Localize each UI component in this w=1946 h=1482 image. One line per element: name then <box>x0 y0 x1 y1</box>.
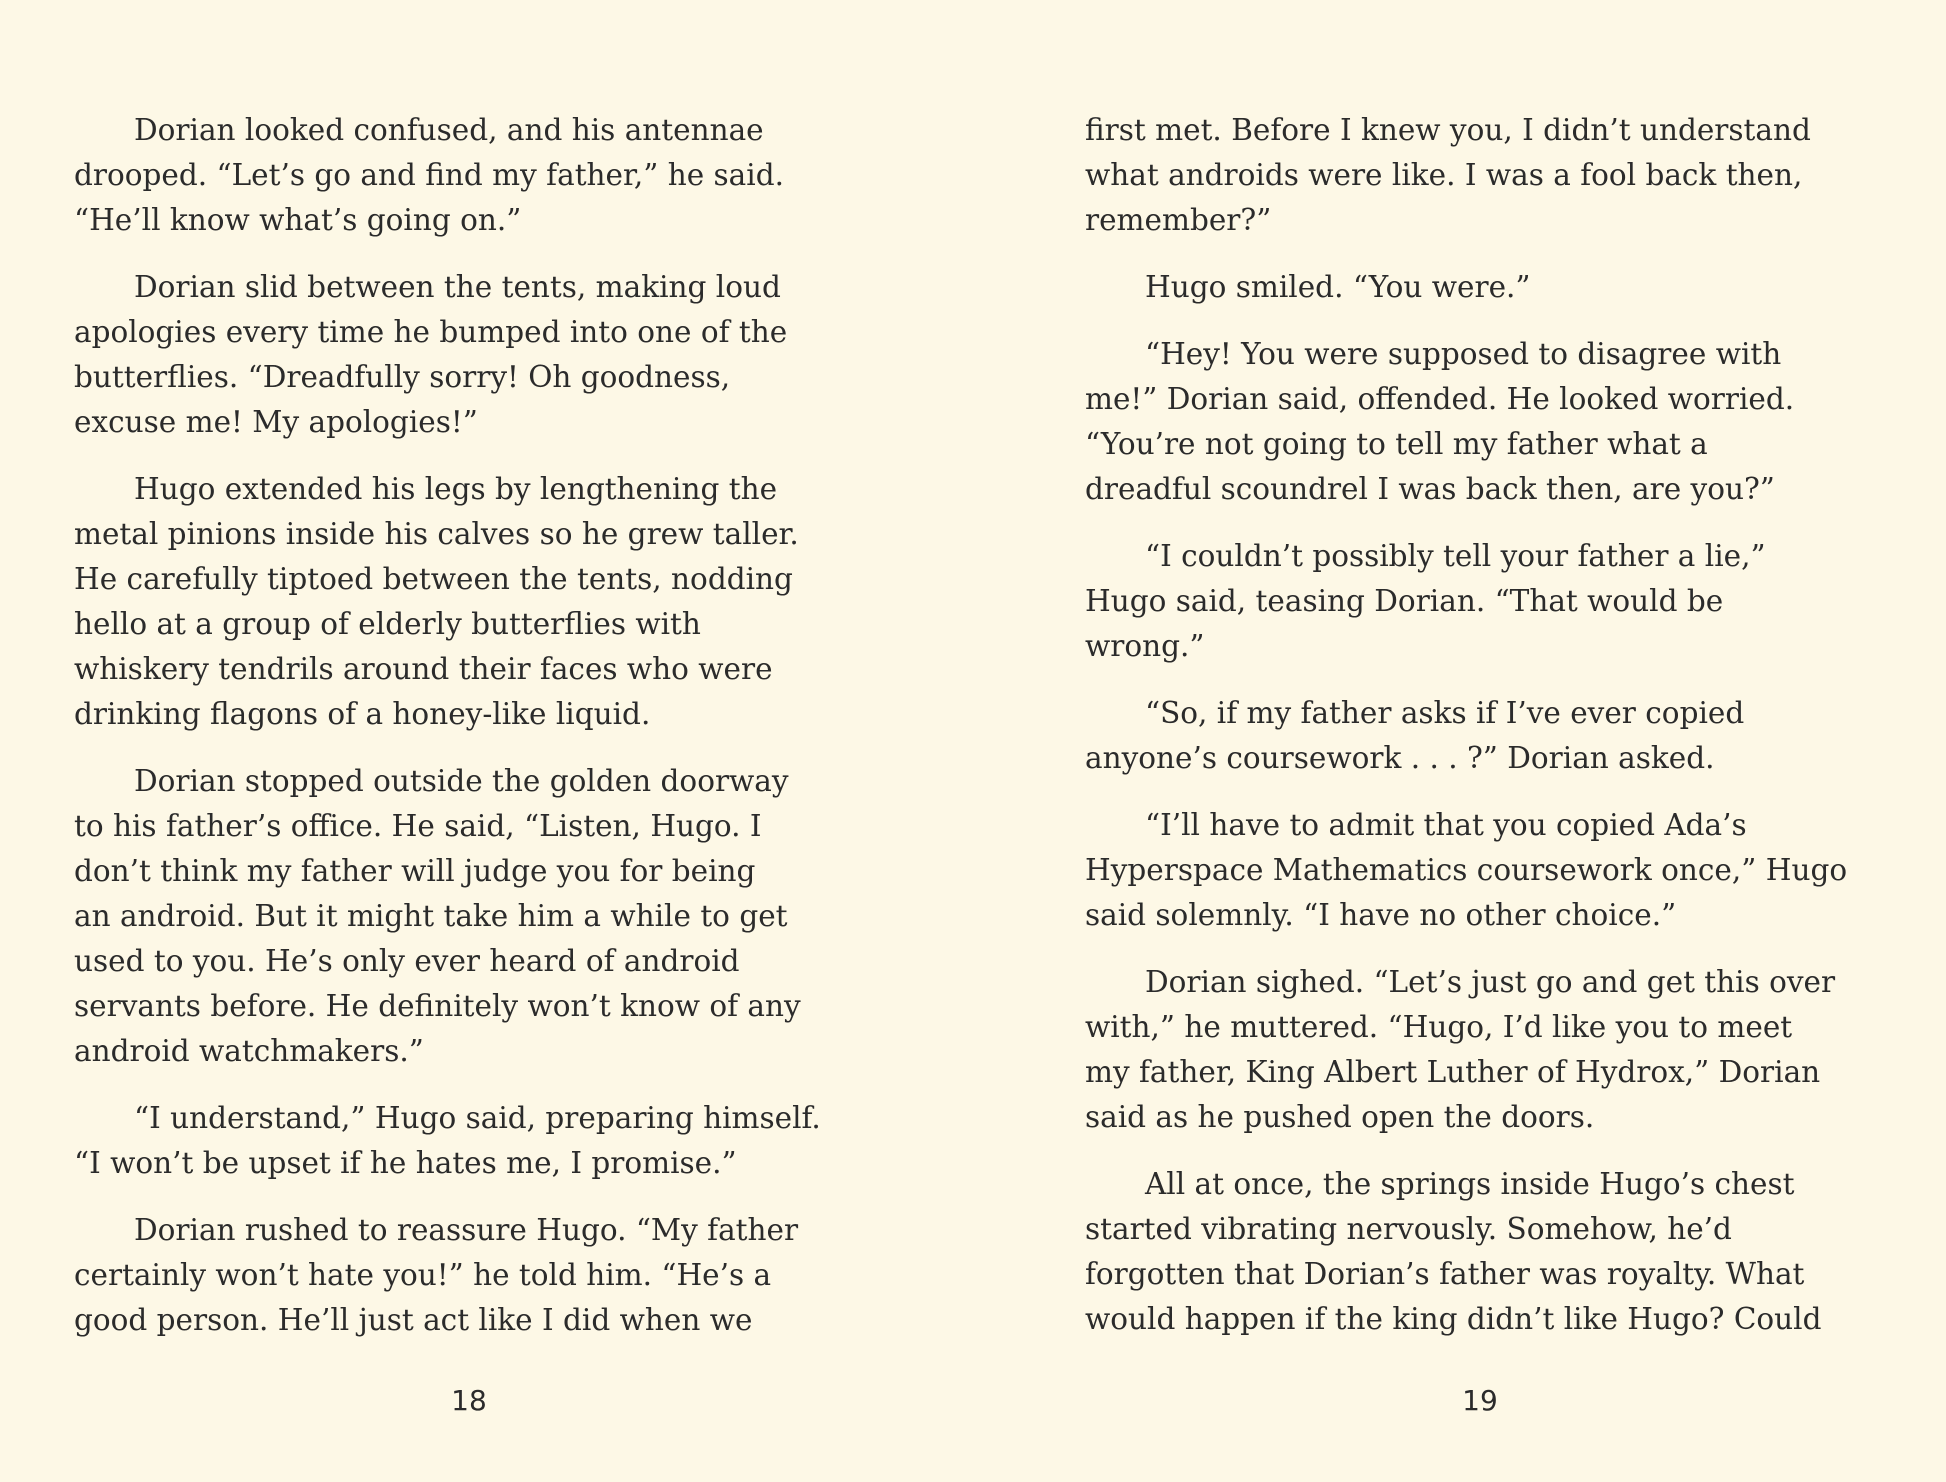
text-line: an android. But it might take him a while to get <box>74 899 788 933</box>
text-line: to his father’s office. He said, “Listen, Hugo. I <box>74 809 762 843</box>
text-line: anyone’s coursework . . . ?” Dorian asked. <box>1085 741 1715 775</box>
text-line: Dorian stopped outside the golden doorway <box>134 764 789 798</box>
text-line: He carefully tiptoed between the tents, nodding <box>74 562 793 596</box>
text-line: All at once, the springs inside Hugo’s chest <box>1145 1167 1795 1201</box>
page-number: 19 <box>1462 1384 1498 1417</box>
text-line: started vibrating nervously. Somehow, he’d <box>1085 1212 1732 1246</box>
text-line: “So, if my father asks if I’ve ever copied <box>1145 696 1745 730</box>
right-page <box>1085 108 1885 1364</box>
text-line: “I won’t be upset if he hates me, I promise.” <box>74 1146 737 1180</box>
paragraph <box>74 759 874 1074</box>
paragraph <box>74 1096 874 1186</box>
text-line: servants before. He definitely won’t know of any <box>74 989 801 1023</box>
text-line: butterflies. “Dreadfully sorry! Oh goodness, <box>74 360 731 394</box>
text-line: would happen if the king didn’t like Hugo? Could <box>1085 1302 1822 1336</box>
paragraph <box>1085 1162 1885 1342</box>
paragraph <box>74 1208 874 1343</box>
text-line: remember?” <box>1085 203 1272 237</box>
text-line: Dorian looked confused, and his antennae <box>134 113 764 147</box>
text-line: drooped. “Let’s go and find my father,” he said. <box>74 158 784 192</box>
text-line: what androids were like. I was a fool back then, <box>1085 158 1803 192</box>
text-line: said as he pushed open the doors. <box>1085 1100 1595 1134</box>
text-line: good person. He’ll just act like I did when we <box>74 1303 753 1337</box>
paragraph <box>1085 332 1885 512</box>
text-line: “He’ll know what’s going on.” <box>74 203 522 237</box>
page-number: 18 <box>451 1384 487 1417</box>
text-line: said solemnly. “I have no other choice.” <box>1085 898 1677 932</box>
text-line: apologies every time he bumped into one of the <box>74 315 788 349</box>
text-line: excuse me! My apologies!” <box>74 405 478 439</box>
text-line: my father, King Albert Luther of Hydrox,” Dorian <box>1085 1055 1821 1089</box>
text-line: “I couldn’t possibly tell your father a lie,” <box>1145 539 1766 573</box>
text-line: Dorian slid between the tents, making loud <box>134 270 781 304</box>
text-line: android watchmakers.” <box>74 1034 424 1068</box>
text-line: “Hey! You were supposed to disagree with <box>1145 337 1782 371</box>
text-line: with,” he muttered. “Hugo, I’d like you to meet <box>1085 1010 1793 1044</box>
text-line: don’t think my father will judge you for being <box>74 854 756 888</box>
text-line: whiskery tendrils around their faces who were <box>74 652 773 686</box>
text-line: drinking flagons of a honey-like liquid. <box>74 697 651 731</box>
paragraph <box>74 467 874 737</box>
text-line: me!” Dorian said, offended. He looked worried. <box>1085 382 1795 416</box>
text-line: wrong.” <box>1085 629 1205 663</box>
text-line: hello at a group of elderly butterflies with <box>74 607 701 641</box>
text-line: first met. Before I knew you, I didn’t understand <box>1085 113 1811 147</box>
paragraph <box>1085 691 1885 781</box>
text-line: metal pinions inside his calves so he grew taller. <box>74 517 799 551</box>
text-line: “You’re not going to tell my father what a <box>1085 427 1708 461</box>
text-line: certainly won’t hate you!” he told him. “He’s a <box>74 1258 772 1292</box>
text-line: dreadful scoundrel I was back then, are you?” <box>1085 472 1775 506</box>
text-line: Hyperspace Mathematics coursework once,” Hugo <box>1085 853 1848 887</box>
text-line: Dorian rushed to reassure Hugo. “My father <box>134 1213 799 1247</box>
paragraph <box>1085 803 1885 938</box>
text-line: Hugo smiled. “You were.” <box>1145 270 1531 304</box>
paragraph <box>1085 534 1885 669</box>
paragraph <box>1085 265 1885 310</box>
text-line: “I understand,” Hugo said, preparing himself. <box>134 1101 821 1135</box>
paragraph <box>1085 960 1885 1140</box>
text-line: Hugo said, teasing Dorian. “That would be <box>1085 584 1724 618</box>
paragraph <box>1085 108 1885 243</box>
text-line: Hugo extended his legs by lengthening the <box>134 472 778 506</box>
paragraph <box>74 108 874 243</box>
paragraph <box>74 265 874 445</box>
left-page <box>74 108 874 1365</box>
text-line: used to you. He’s only ever heard of android <box>74 944 740 978</box>
text-line: forgotten that Dorian’s father was royalty. What <box>1085 1257 1805 1291</box>
text-line: Dorian sighed. “Let’s just go and get this over <box>1145 965 1836 999</box>
text-line: “I’ll have to admit that you copied Ada’s <box>1145 808 1747 842</box>
